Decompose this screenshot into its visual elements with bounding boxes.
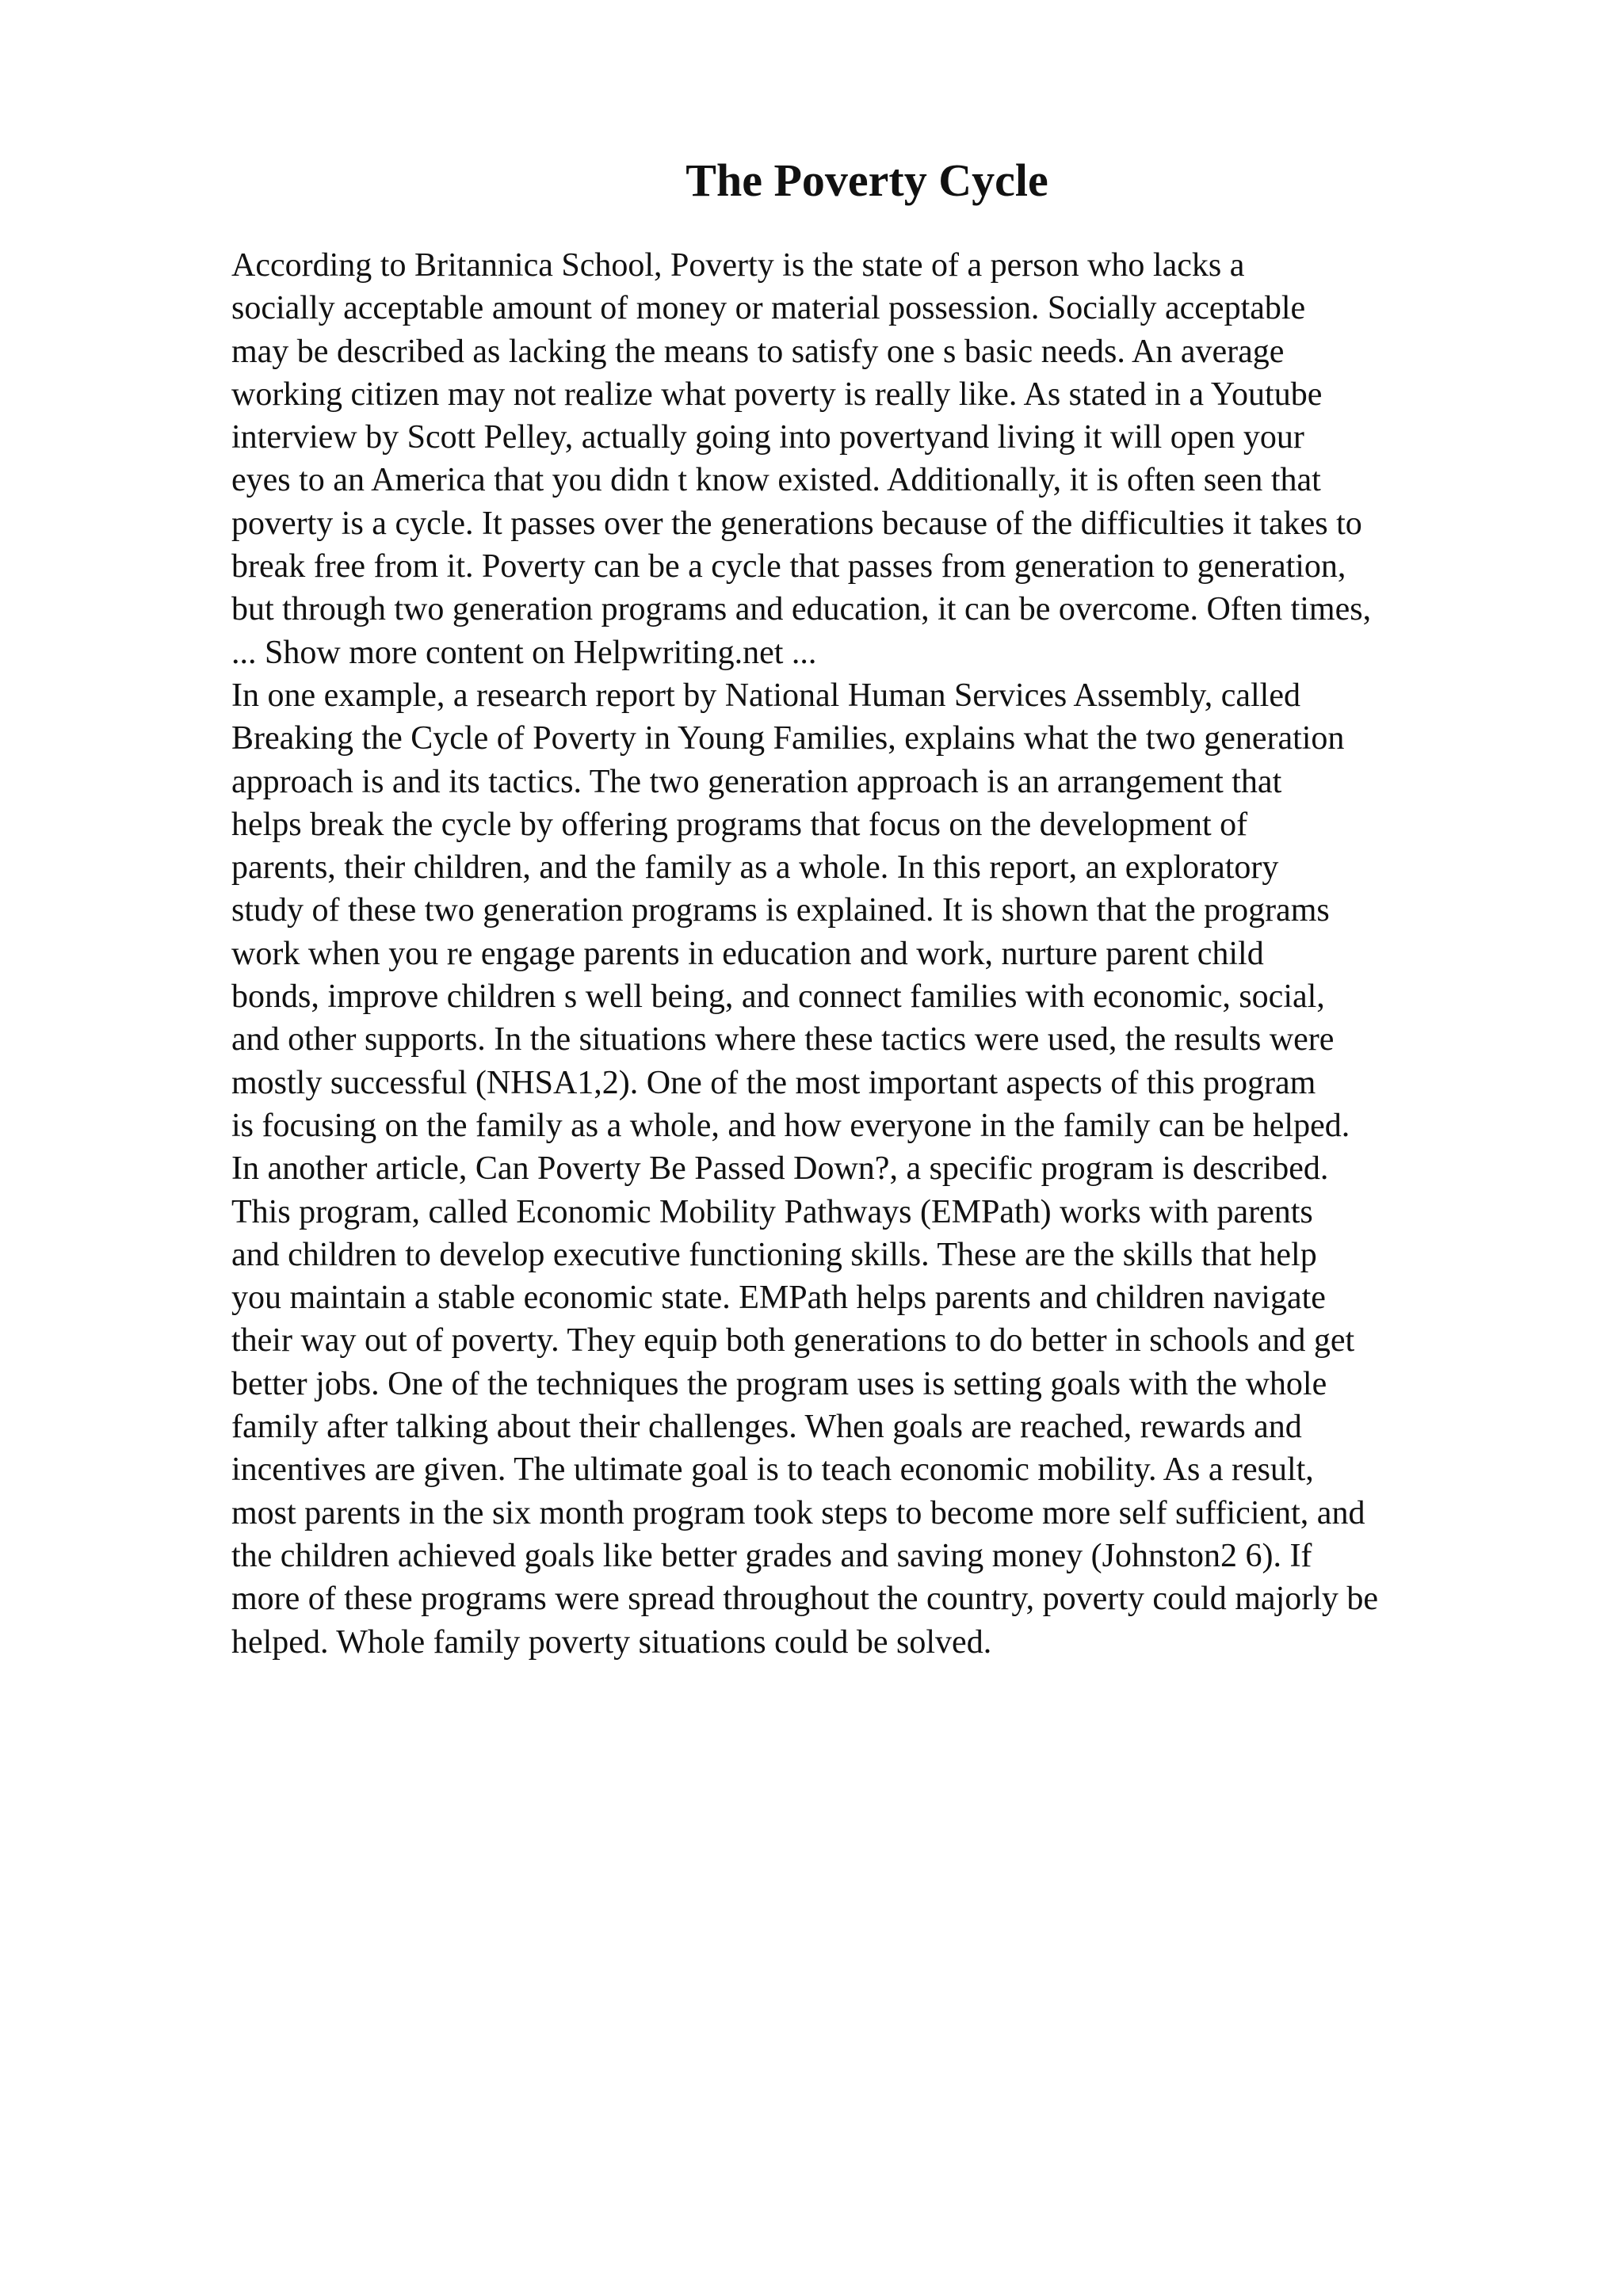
- body-text-line: ... Show more content on Helpwriting.net ...: [231, 634, 817, 671]
- body-text-line: bonds, improve children s well being, and connect families with economic, social,: [231, 978, 1325, 1016]
- body-text-line: Breaking the Cycle of Poverty in Young Families, explains what the two generation: [231, 720, 1345, 757]
- body-text-line: parents, their children, and the family as a whole. In this report, an exploratory: [231, 849, 1279, 887]
- body-text-line: In another article, Can Poverty Be Passed Down?, a specific program is described.: [231, 1150, 1329, 1188]
- body-text-line: helps break the cycle by offering programs that focus on the development of: [231, 806, 1248, 843]
- body-text-line: is focusing on the family as a whole, and how everyone in the family can be helped.: [231, 1107, 1350, 1144]
- body-text-line: poverty is a cycle. It passes over the generations because of the difficulties it takes to: [231, 505, 1362, 542]
- body-text-line: study of these two generation programs is explained. It is shown that the programs: [231, 892, 1330, 929]
- body-text-line: better jobs. One of the techniques the program uses is setting goals with the whole: [231, 1365, 1327, 1402]
- body-text-line: more of these programs were spread throughout the country, poverty could majorly be: [231, 1581, 1379, 1618]
- body-text-line: the children achieved goals like better grades and saving money (Johnston2 6). If: [231, 1537, 1312, 1574]
- body-text-line: work when you re engage parents in education and work, nurture parent child: [231, 935, 1264, 972]
- document-title: The Poverty Cycle: [685, 154, 1048, 206]
- body-text-line: This program, called Economic Mobility Pathways (EMPath) works with parents: [231, 1193, 1313, 1230]
- body-text-line: but through two generation programs and education, it can be overcome. Often times,: [231, 591, 1372, 628]
- body-text-line: break free from it. Poverty can be a cycle that passes from generation to generation,: [231, 548, 1346, 585]
- body-text-line: In one example, a research report by National Human Services Assembly, called: [231, 677, 1300, 714]
- body-text-line: family after talking about their challenges. When goals are reached, rewards and: [231, 1409, 1302, 1446]
- body-text-line: most parents in the six month program took steps to become more self sufficient, and: [231, 1494, 1365, 1531]
- document-body: [231, 244, 1610, 1664]
- body-text-line: you maintain a stable economic state. EMPath helps parents and children navigate: [231, 1280, 1326, 1317]
- body-text-line: their way out of poverty. They equip both generations to do better in schools and get: [231, 1322, 1355, 1360]
- body-text-line: incentives are given. The ultimate goal is to teach economic mobility. As a result,: [231, 1451, 1314, 1489]
- body-text-line: socially acceptable amount of money or material possession. Socially acceptable: [231, 290, 1306, 327]
- body-text-line: interview by Scott Pelley, actually going into povertyand living it will open your: [231, 419, 1304, 456]
- body-text-line: helped. Whole family poverty situations could be solved.: [231, 1623, 992, 1661]
- body-text-line: eyes to an America that you didn t know existed. Additionally, it is often seen that: [231, 462, 1321, 499]
- body-text-line: and children to develop executive functioning skills. These are the skills that help: [231, 1236, 1317, 1273]
- body-text-line: According to Britannica School, Poverty is the state of a person who lacks a: [231, 247, 1245, 284]
- body-text-line: working citizen may not realize what poverty is really like. As stated in a Youtube: [231, 376, 1323, 413]
- body-text-line: approach is and its tactics. The two generation approach is an arrangement that: [231, 763, 1282, 800]
- body-text-line: and other supports. In the situations where these tactics were used, the results were: [231, 1021, 1335, 1058]
- body-text-line: mostly successful (NHSA1,2). One of the most important aspects of this program: [231, 1064, 1316, 1101]
- body-text-line: may be described as lacking the means to satisfy one s basic needs. An average: [231, 333, 1285, 370]
